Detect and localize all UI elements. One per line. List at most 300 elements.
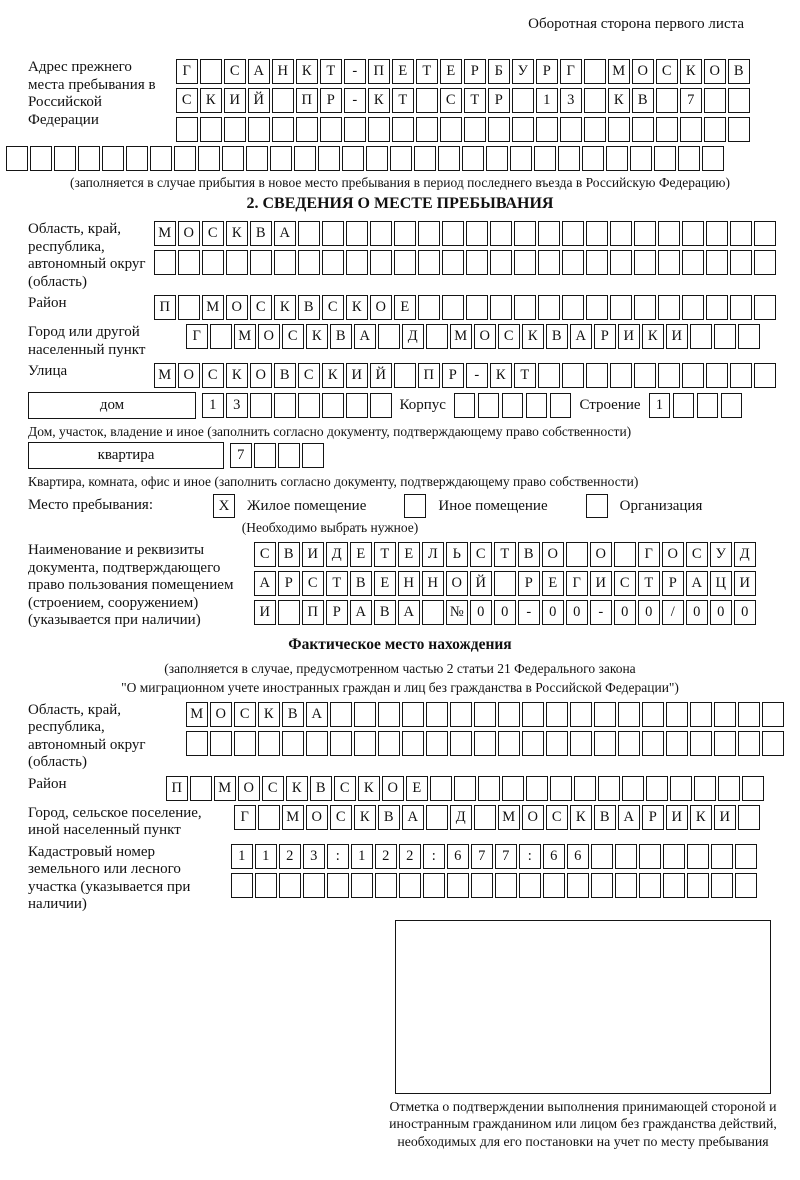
char-cell — [102, 146, 124, 171]
char-cell — [6, 146, 28, 171]
checkbox-residential: X — [213, 494, 235, 518]
char-cell: Г — [186, 324, 208, 349]
char-cell: А — [354, 324, 376, 349]
char-cell — [550, 393, 572, 418]
char-cell: - — [344, 88, 366, 113]
char-cell — [226, 250, 248, 275]
char-cell — [322, 221, 344, 246]
char-cell — [222, 146, 244, 171]
char-cell — [274, 393, 296, 418]
char-cell: : — [327, 844, 349, 869]
document-row-3 — [254, 600, 756, 625]
char-cell — [378, 731, 400, 756]
char-cell — [224, 117, 246, 142]
confirmation-stamp-box — [395, 920, 771, 1094]
char-cell — [438, 146, 460, 171]
field-street — [28, 363, 772, 388]
char-cell: С — [282, 324, 304, 349]
char-cell — [538, 363, 560, 388]
char-cell — [711, 844, 733, 869]
actual-location-title: Фактическое место нахождения — [288, 635, 512, 653]
char-cell — [298, 393, 320, 418]
char-cell — [574, 776, 596, 801]
char-cell — [498, 702, 520, 727]
char-cell: - — [344, 59, 366, 84]
document-row-2 — [254, 571, 756, 596]
char-cell: М — [186, 702, 208, 727]
prev-address-row-1 — [176, 59, 750, 84]
char-cell — [610, 250, 632, 275]
confirmation-stamp-caption: Отметка о подтверждении выполнения принимающей стороной и иностранным гражданином или лицом без гражданства действий, необходимых для его постановки на учет по месту пребывания — [389, 1098, 777, 1149]
char-cell — [255, 873, 277, 898]
char-cell — [663, 873, 685, 898]
char-cell: Р — [278, 571, 300, 596]
document-label: Наименование и реквизиты документа, подтверждающего право пользования помещением (строением, сооружением) (указывается при наличии) — [28, 542, 234, 628]
char-cell: В — [330, 324, 352, 349]
char-cell: К — [368, 88, 390, 113]
char-cell: Й — [470, 571, 492, 596]
char-cell — [706, 363, 728, 388]
char-cell: О — [258, 324, 280, 349]
house-caption: Дом, участок, владение и иное (заполнить согласно документу, подтверждающему право собственности) — [28, 424, 632, 439]
char-cell — [570, 731, 592, 756]
char-cell — [346, 250, 368, 275]
char-cell — [430, 776, 452, 801]
field-region-1 — [28, 221, 772, 291]
char-cell: П — [166, 776, 188, 801]
char-cell — [584, 59, 606, 84]
char-cell: У — [710, 542, 732, 567]
char-cell — [318, 146, 340, 171]
char-cell — [474, 702, 496, 727]
char-cell — [642, 731, 664, 756]
region-2-row-1 — [186, 702, 784, 727]
stroenie-cells — [649, 393, 743, 418]
char-cell: 2 — [279, 844, 301, 869]
char-cell: Р — [488, 88, 510, 113]
char-cell — [126, 146, 148, 171]
char-cell: Р — [326, 600, 348, 625]
char-cell: П — [368, 59, 390, 84]
char-cell — [250, 250, 272, 275]
char-cell — [656, 117, 678, 142]
char-cell — [246, 146, 268, 171]
char-cell — [366, 146, 388, 171]
char-cell — [322, 250, 344, 275]
char-cell — [250, 393, 272, 418]
char-cell — [754, 363, 776, 388]
char-cell — [370, 221, 392, 246]
char-cell: К — [608, 88, 630, 113]
char-cell — [682, 295, 704, 320]
char-cell — [673, 393, 695, 418]
char-cell — [634, 221, 656, 246]
char-cell — [538, 295, 560, 320]
char-cell — [231, 873, 253, 898]
char-cell: О — [632, 59, 654, 84]
char-cell — [303, 873, 325, 898]
char-cell — [690, 324, 712, 349]
char-cell: В — [594, 805, 616, 830]
street-cells — [154, 363, 776, 388]
field-stay-type — [28, 494, 772, 518]
char-cell — [450, 702, 472, 727]
field-apartment — [28, 442, 772, 469]
char-cell — [478, 776, 500, 801]
checkbox-other-premises — [404, 494, 426, 518]
region-2-row-2 — [186, 731, 784, 756]
char-cell — [630, 146, 652, 171]
char-cell — [690, 731, 712, 756]
char-cell — [462, 146, 484, 171]
char-cell — [728, 88, 750, 113]
char-cell — [738, 731, 760, 756]
char-cell: К — [358, 776, 380, 801]
char-cell — [735, 873, 757, 898]
char-cell: 0 — [566, 600, 588, 625]
char-cell: Т — [494, 542, 516, 567]
char-cell — [610, 295, 632, 320]
char-cell: К — [322, 363, 344, 388]
char-cell: 6 — [543, 844, 565, 869]
char-cell — [498, 731, 520, 756]
char-cell: С — [656, 59, 678, 84]
char-cell — [447, 873, 469, 898]
char-cell: Р — [320, 88, 342, 113]
char-cell: 1 — [351, 844, 373, 869]
char-cell — [478, 393, 500, 418]
char-cell: Й — [248, 88, 270, 113]
char-cell — [546, 702, 568, 727]
char-cell — [282, 731, 304, 756]
char-cell: Т — [416, 59, 438, 84]
char-cell — [464, 117, 486, 142]
prev-address-label: Адрес прежнего места пребывания в Российской Федерации — [28, 59, 156, 128]
char-cell: 1 — [649, 393, 671, 418]
char-cell: М — [608, 59, 630, 84]
char-cell — [658, 363, 680, 388]
char-cell: В — [274, 363, 296, 388]
char-cell — [598, 776, 620, 801]
char-cell — [614, 542, 636, 567]
char-cell: Р — [442, 363, 464, 388]
char-cell: Е — [398, 542, 420, 567]
char-cell: А — [618, 805, 640, 830]
char-cell — [690, 702, 712, 727]
char-cell — [682, 363, 704, 388]
char-cell — [399, 873, 421, 898]
char-cell — [738, 702, 760, 727]
char-cell — [248, 117, 270, 142]
char-cell — [510, 146, 532, 171]
char-cell — [702, 146, 724, 171]
field-district-2 — [28, 776, 772, 801]
char-cell — [454, 393, 476, 418]
korpus-cells — [454, 393, 572, 418]
char-cell — [730, 295, 752, 320]
char-cell: 0 — [734, 600, 756, 625]
char-cell — [346, 221, 368, 246]
char-cell — [687, 844, 709, 869]
apartment-cells — [230, 443, 324, 468]
char-cell: К — [690, 805, 712, 830]
char-cell — [176, 117, 198, 142]
char-cell — [178, 250, 200, 275]
char-cell — [584, 117, 606, 142]
char-cell: Д — [734, 542, 756, 567]
char-cell — [606, 146, 628, 171]
char-cell: С — [322, 295, 344, 320]
char-cell: 0 — [686, 600, 708, 625]
actual-location-caption-1: (заполняется в случае, предусмотренном частью 2 статьи 21 Федерального закона — [164, 660, 636, 676]
char-cell — [522, 702, 544, 727]
char-cell: Е — [394, 295, 416, 320]
char-cell — [634, 250, 656, 275]
char-cell — [402, 702, 424, 727]
char-cell — [450, 731, 472, 756]
char-cell: О — [238, 776, 260, 801]
char-cell: А — [686, 571, 708, 596]
char-cell: О — [250, 363, 272, 388]
char-cell — [490, 221, 512, 246]
char-cell: А — [570, 324, 592, 349]
char-cell — [296, 117, 318, 142]
field-house — [28, 392, 772, 419]
region-1-row-2 — [154, 250, 776, 275]
field-cadastral — [28, 844, 772, 914]
char-cell — [422, 600, 444, 625]
char-cell — [586, 250, 608, 275]
char-cell — [442, 295, 464, 320]
char-cell — [526, 776, 548, 801]
char-cell — [562, 250, 584, 275]
district-label-1: Район — [28, 295, 67, 311]
char-cell: 0 — [614, 600, 636, 625]
char-cell — [591, 844, 613, 869]
char-cell — [762, 702, 784, 727]
region-label-1: Область, край, республика, автономный округ (область) — [28, 221, 146, 290]
char-cell: Н — [272, 59, 294, 84]
char-cell: Т — [320, 59, 342, 84]
char-cell — [330, 731, 352, 756]
char-cell — [272, 117, 294, 142]
option-other-premises-label: Иное помещение — [438, 497, 548, 514]
section2-title: 2. СВЕДЕНИЯ О МЕСТЕ ПРЕБЫВАНИЯ — [246, 195, 554, 212]
char-cell: Г — [560, 59, 582, 84]
char-cell — [416, 88, 438, 113]
char-cell — [514, 295, 536, 320]
char-cell — [730, 250, 752, 275]
char-cell: К — [306, 324, 328, 349]
char-cell — [632, 117, 654, 142]
char-cell — [488, 117, 510, 142]
char-cell — [394, 250, 416, 275]
char-cell — [298, 250, 320, 275]
char-cell — [200, 59, 222, 84]
char-cell — [558, 146, 580, 171]
char-cell: С — [262, 776, 284, 801]
option-residential-label: Жилое помещение — [247, 497, 367, 514]
char-cell: П — [296, 88, 318, 113]
char-cell: 3 — [226, 393, 248, 418]
char-cell — [354, 702, 376, 727]
char-cell: И — [346, 363, 368, 388]
char-cell: - — [590, 600, 612, 625]
char-cell: 7 — [680, 88, 702, 113]
street-label: Улица — [28, 363, 68, 379]
char-cell: О — [178, 221, 200, 246]
char-cell — [714, 731, 736, 756]
char-cell — [426, 731, 448, 756]
char-cell — [322, 393, 344, 418]
char-cell: : — [423, 844, 445, 869]
house-named-box: дом — [28, 392, 196, 419]
apartment-caption: Квартира, комната, офис и иное (заполнить согласно документу, подтверждающему право собственности) — [28, 474, 639, 489]
char-cell: О — [542, 542, 564, 567]
char-cell: 3 — [560, 88, 582, 113]
char-cell: М — [154, 221, 176, 246]
char-cell: Р — [464, 59, 486, 84]
char-cell — [258, 805, 280, 830]
char-cell: М — [154, 363, 176, 388]
char-cell: 0 — [470, 600, 492, 625]
char-cell: Р — [594, 324, 616, 349]
char-cell: Ь — [446, 542, 468, 567]
char-cell: 1 — [231, 844, 253, 869]
char-cell — [742, 776, 764, 801]
char-cell: С — [470, 542, 492, 567]
char-cell: К — [346, 295, 368, 320]
char-cell — [414, 146, 436, 171]
char-cell — [754, 250, 776, 275]
char-cell: И — [666, 805, 688, 830]
char-cell: М — [450, 324, 472, 349]
actual-location-caption-2: "О миграционном учете иностранных граждан и лиц без гражданства в Российской Федерации") — [121, 679, 679, 695]
char-cell — [351, 873, 373, 898]
char-cell — [78, 146, 100, 171]
cadastral-label: Кадастровый номер земельного или лесного участка (указывается при наличии) — [28, 843, 191, 912]
char-cell — [426, 805, 448, 830]
char-cell — [656, 88, 678, 113]
char-cell — [270, 146, 292, 171]
char-cell — [474, 731, 496, 756]
char-cell: Е — [440, 59, 462, 84]
char-cell — [714, 702, 736, 727]
char-cell — [471, 873, 493, 898]
char-cell — [186, 731, 208, 756]
char-cell: С — [254, 542, 276, 567]
field-region-2 — [28, 702, 772, 772]
char-cell — [344, 117, 366, 142]
char-cell — [278, 443, 300, 468]
char-cell: Г — [566, 571, 588, 596]
char-cell — [418, 221, 440, 246]
char-cell — [534, 146, 556, 171]
char-cell: А — [398, 600, 420, 625]
char-cell — [418, 250, 440, 275]
char-cell: В — [546, 324, 568, 349]
char-cell: В — [310, 776, 332, 801]
char-cell — [730, 221, 752, 246]
char-cell: 6 — [567, 844, 589, 869]
char-cell: Т — [514, 363, 536, 388]
char-cell — [687, 873, 709, 898]
char-cell — [190, 776, 212, 801]
char-cell — [278, 600, 300, 625]
prev-address-row-3 — [176, 117, 750, 142]
char-cell — [610, 363, 632, 388]
char-cell — [670, 776, 692, 801]
char-cell — [210, 731, 232, 756]
char-cell: Д — [326, 542, 348, 567]
char-cell: Н — [422, 571, 444, 596]
char-cell: Р — [642, 805, 664, 830]
char-cell — [639, 873, 661, 898]
char-cell: 0 — [542, 600, 564, 625]
char-cell: С — [686, 542, 708, 567]
char-cell: 0 — [710, 600, 732, 625]
cadastral-row-1 — [231, 844, 757, 869]
char-cell — [654, 146, 676, 171]
char-cell — [682, 221, 704, 246]
char-cell — [728, 117, 750, 142]
char-cell — [658, 250, 680, 275]
char-cell: Р — [518, 571, 540, 596]
char-cell: К — [642, 324, 664, 349]
char-cell: С — [614, 571, 636, 596]
char-cell: Ц — [710, 571, 732, 596]
char-cell: А — [274, 221, 296, 246]
char-cell: 1 — [255, 844, 277, 869]
char-cell — [584, 88, 606, 113]
char-cell: В — [374, 600, 396, 625]
char-cell: Е — [406, 776, 428, 801]
char-cell: В — [518, 542, 540, 567]
char-cell — [502, 776, 524, 801]
char-cell: В — [632, 88, 654, 113]
char-cell — [254, 443, 276, 468]
char-cell: А — [248, 59, 270, 84]
char-cell: 7 — [495, 844, 517, 869]
char-cell: Г — [638, 542, 660, 567]
apartment-named-box: квартира — [28, 442, 224, 469]
city-label-1: Город или другой населенный пункт — [28, 324, 146, 358]
char-cell — [582, 146, 604, 171]
char-cell: Д — [402, 324, 424, 349]
char-cell — [442, 250, 464, 275]
char-cell: В — [282, 702, 304, 727]
char-cell: 3 — [303, 844, 325, 869]
char-cell — [368, 117, 390, 142]
char-cell — [495, 873, 517, 898]
char-cell — [512, 88, 534, 113]
choose-note: (Необходимо выбрать нужное) — [241, 520, 419, 535]
char-cell: Р — [662, 571, 684, 596]
korpus-label: Корпус — [399, 397, 446, 413]
char-cell — [639, 844, 661, 869]
char-cell: О — [226, 295, 248, 320]
char-cell — [210, 324, 232, 349]
char-cell — [490, 295, 512, 320]
char-cell — [567, 873, 589, 898]
char-cell — [466, 221, 488, 246]
char-cell: В — [378, 805, 400, 830]
char-cell: П — [418, 363, 440, 388]
char-cell: К — [258, 702, 280, 727]
char-cell — [426, 324, 448, 349]
char-cell: О — [662, 542, 684, 567]
char-cell — [346, 393, 368, 418]
